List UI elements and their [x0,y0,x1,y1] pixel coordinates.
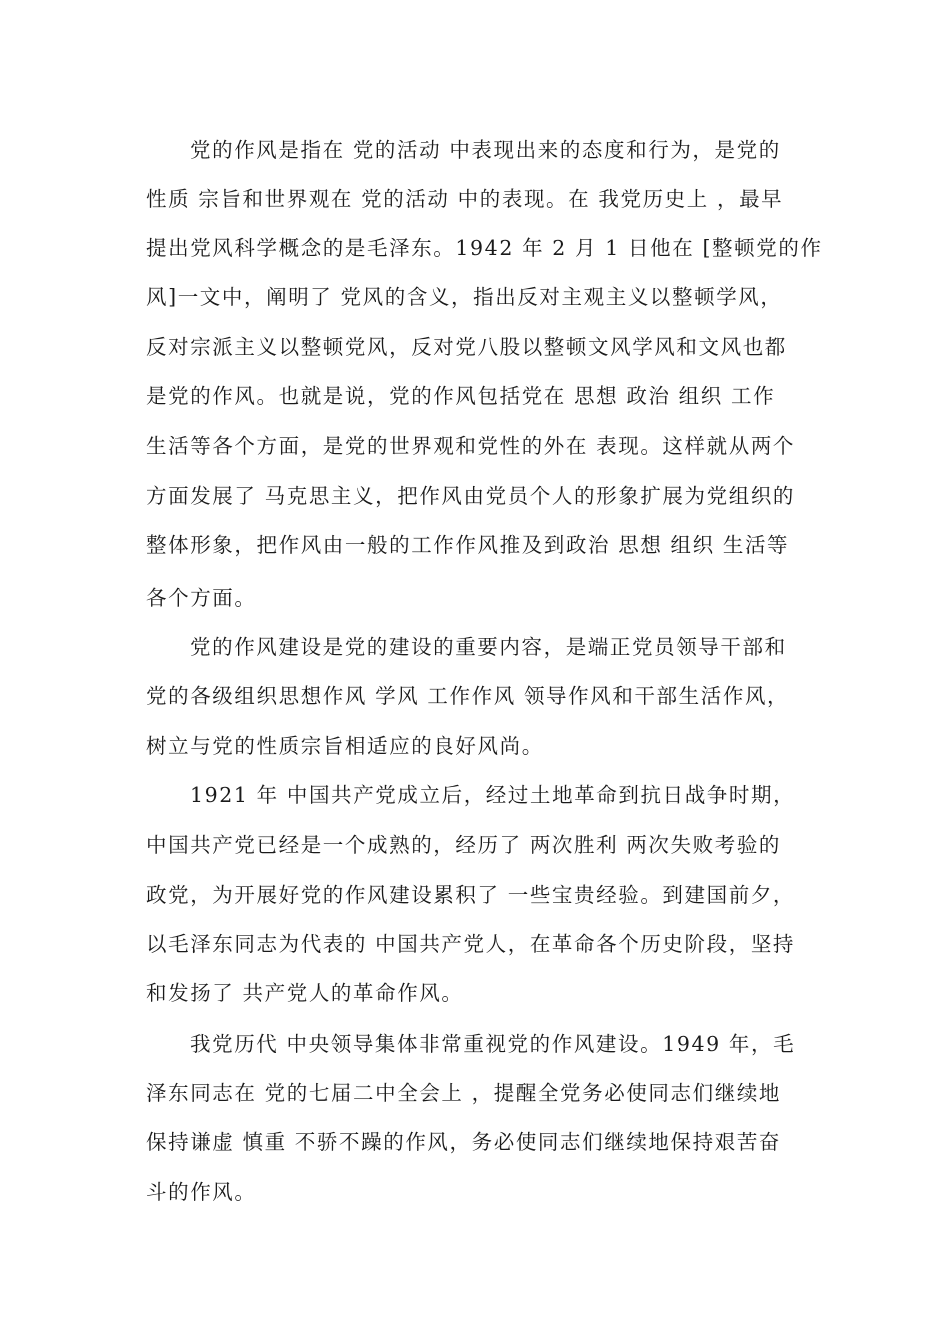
text-line: 生活等各个方面，是党的世界观和党性的外在 表现。这样就从两个 [146,434,796,458]
text-line: 党的作风是指在 党的活动 中表现出来的态度和行为，是党的 [190,138,781,162]
text-line: 政党，为开展好党的作风建设累积了 一些宝贵经验。到建国前夕， [146,883,796,907]
text-line: 是党的作风。也就是说，党的作风包括党在 思想 政治 组织 工作 [146,384,776,408]
text-line: 整体形象，把作风由一般的工作作风推及到政治 思想 组织 生活等 [146,533,790,557]
text-line: 风]一文中，阐明了 党风的含义，指出反对主观主义以整顿学风， [146,285,783,309]
text-line: 我党历代 中央领导集体非常重视党的作风建设。1949 年，毛 [190,1032,796,1056]
text-line: 各个方面。 [146,586,257,610]
text-line: 提出党风科学概念的是毛泽东。1942 年 2 月 1 日他在 [整顿党的作 [146,236,823,260]
text-line: 反对宗派主义以整顿党风，反对党八股以整顿文风学风和文风也都 [146,335,787,359]
text-line: 以毛泽东同志为代表的 中国共产党人，在革命各个历史阶段，坚持 [146,932,796,956]
text-line: 树立与党的性质宗旨相适应的良好风尚。 [146,734,544,758]
text-line: 中国共产党已经是一个成熟的，经历了 两次胜利 两次失败考验的 [146,833,782,857]
text-line: 性质 宗旨和世界观在 党的活动 中的表现。在 我党历史上 ，最早 [146,187,784,211]
text-line: 党的作风建设是党的建设的重要内容，是端正党员领导干部和 [190,635,787,659]
text-line: 党的各级组织思想作风 学风 工作作风 领导作风和干部生活作风， [146,684,790,708]
text-line: 泽东同志在 党的七届二中全会上 ，提醒全党务必使同志们继续地 [146,1081,782,1105]
text-line: 斗的作风。 [146,1180,257,1204]
text-line: 和发扬了 共产党人的革命作风。 [146,981,464,1005]
text-line: 保持谦虚 慎重 不骄不躁的作风，务必使同志们继续地保持艰苦奋 [146,1130,782,1154]
text-line: 1921 年 中国共产党成立后，经过土地革命到抗日战争时期， [190,783,796,807]
text-line: 方面发展了 马克思主义，把作风由党员个人的形象扩展为党组织的 [146,484,796,508]
